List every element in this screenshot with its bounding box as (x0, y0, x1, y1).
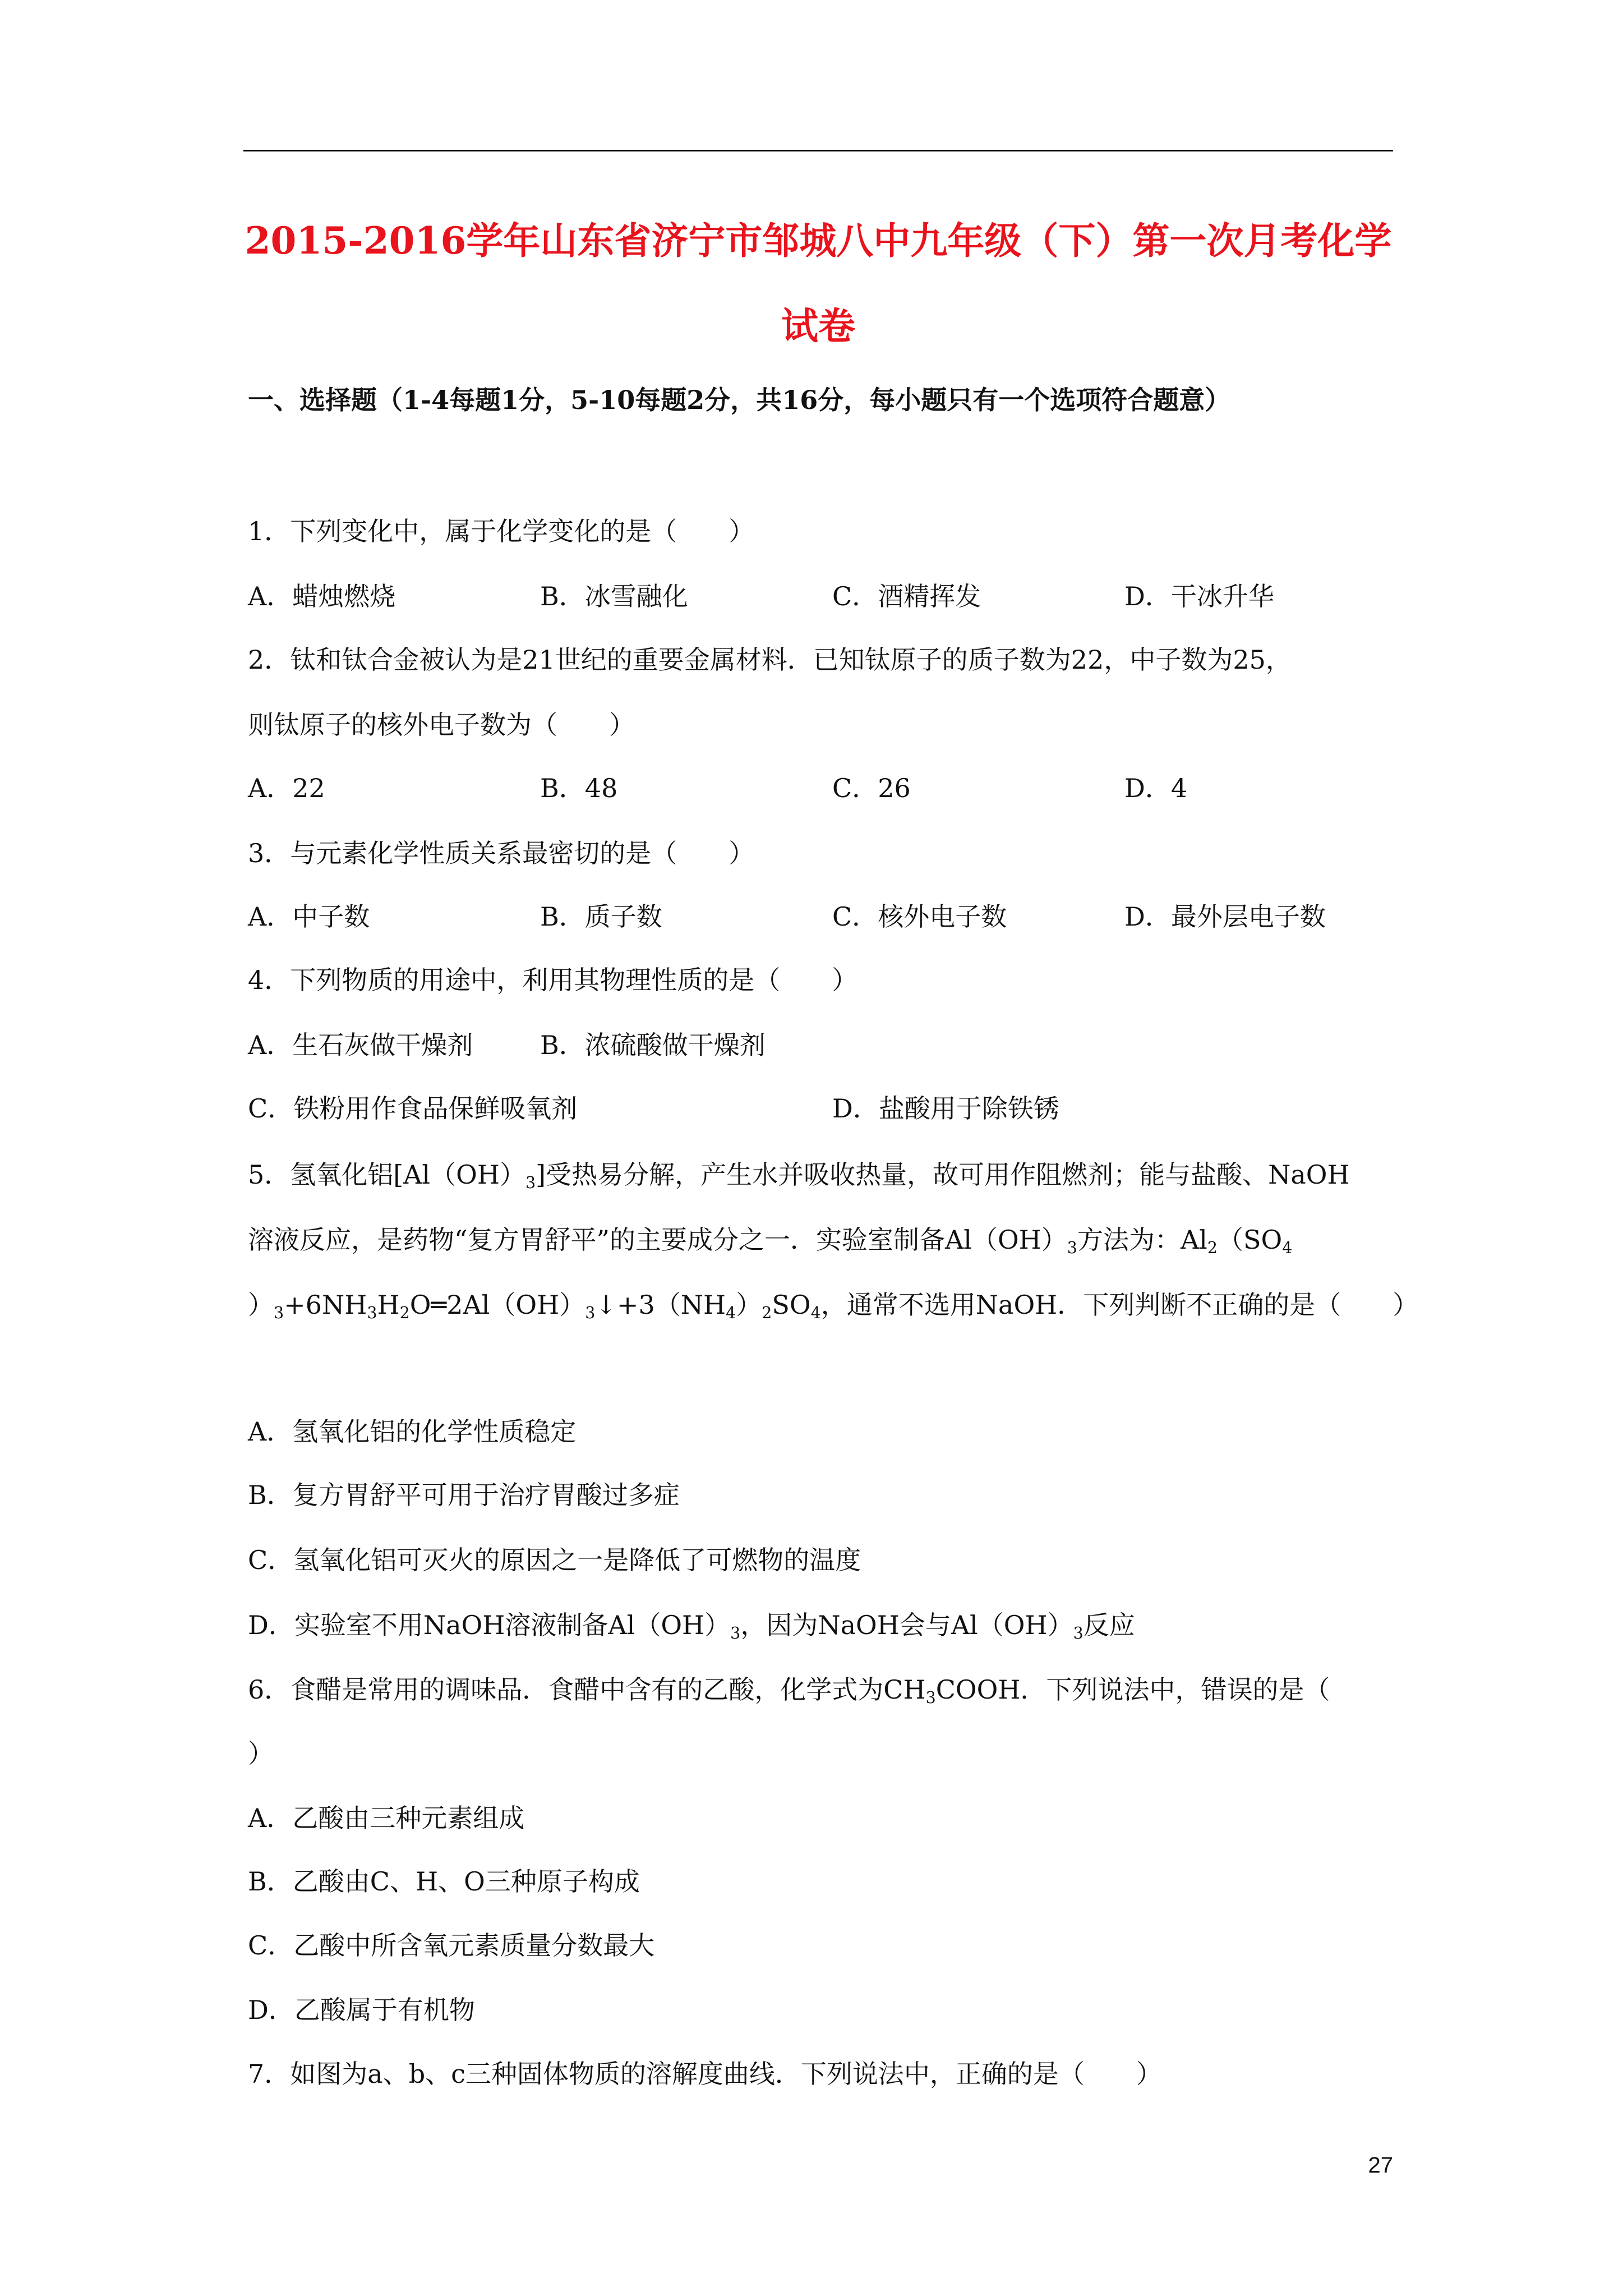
q5-text: ]受热易分解，产生水并吸收热量，故可用作阻燃剂；能与盐酸、NaOH (536, 1159, 1350, 1190)
q5-subscript: 4 (726, 1303, 736, 1322)
q5-text: ，通常不选用NaOH．下列判断不正确的是（ ） (820, 1290, 1419, 1320)
q3-stem: 3．与元素化学性质关系最密切的是（ ） (248, 838, 755, 868)
q5-subscript: 3 (1067, 1238, 1077, 1257)
q6-text: COOH．下列说法中，错误的是（ (935, 1674, 1330, 1705)
q6-text: 6．食醋是常用的调味品．食醋中含有的乙酸，化学式为CH (248, 1674, 926, 1705)
q2-option-b: B．48 (540, 773, 618, 803)
q6-option-b: B．乙酸由C、H、O三种原子构成 (248, 1866, 640, 1897)
q2-option-c: C．26 (832, 773, 911, 803)
q5-text: O═2Al（OH） (409, 1290, 585, 1320)
q2-option-d: D．4 (1124, 773, 1188, 803)
q5-subscript: 3 (1073, 1623, 1083, 1642)
q5-stem-line2 (248, 1225, 1293, 1257)
q5-option-c: C．氢氧化铝可灭火的原因之一是降低了可燃物的温度 (248, 1545, 861, 1575)
q4-option-c: C．铁粉用作食品保鲜吸氧剂 (248, 1093, 578, 1124)
q6-option-c: C．乙酸中所含氧元素质量分数最大 (248, 1930, 655, 1961)
q5-subscript: 3 (367, 1303, 377, 1322)
q5-subscript: 4 (1282, 1238, 1293, 1257)
q5-subscript: 3 (525, 1173, 536, 1192)
q6-subscript: 3 (925, 1688, 936, 1707)
q5-text: 反应 (1083, 1610, 1135, 1640)
q5-stem-line3 (248, 1290, 1419, 1322)
q2-option-a: A．22 (248, 773, 325, 803)
q5-subscript: 2 (399, 1303, 410, 1322)
exam-title-line2: 试卷 (781, 304, 855, 348)
q5-text: H (377, 1290, 400, 1320)
q3-option-b: B．质子数 (540, 901, 662, 932)
q4-option-b: B．浓硫酸做干燥剂 (540, 1030, 766, 1060)
q4-option-a: A．生石灰做干燥剂 (248, 1030, 473, 1060)
q5-text: 方法为：Al (1077, 1225, 1207, 1255)
q5-text: 5．氢氧化铝[Al（OH） (248, 1159, 525, 1190)
q5-subscript: 2 (1207, 1238, 1218, 1257)
q5-text: SO (772, 1290, 811, 1320)
q5-text: ） (248, 1290, 274, 1320)
q5-subscript: 3 (730, 1623, 741, 1642)
q6-option-a: A．乙酸由三种元素组成 (248, 1803, 525, 1833)
q3-option-d: D．最外层电子数 (1124, 901, 1326, 932)
q5-text: ，因为NaOH会与Al（OH） (740, 1610, 1073, 1640)
q5-text: （SO (1218, 1225, 1283, 1255)
q6-stem-line1 (248, 1674, 1330, 1707)
q5-subscript: 4 (810, 1303, 821, 1322)
q1-option-c: C．酒精挥发 (832, 581, 981, 611)
q5-text: D．实验室不用NaOH溶液制备Al（OH） (248, 1610, 731, 1640)
page-number: 27 (1368, 2153, 1393, 2178)
header-rule (243, 150, 1393, 151)
q5-option-b: B．复方胃舒平可用于治疗胃酸过多症 (248, 1480, 680, 1510)
q1-option-b: B．冰雪融化 (540, 581, 688, 611)
q1-option-d: D．干冰升华 (1124, 581, 1274, 611)
q5-text: ） (736, 1290, 762, 1320)
q3-option-a: A．中子数 (248, 901, 370, 932)
q5-text: 溶液反应，是药物“复方胃舒平”的主要成分之一．实验室制备Al（OH） (248, 1225, 1067, 1255)
q5-option-d (248, 1610, 1135, 1642)
q5-subscript: 3 (274, 1303, 284, 1322)
q3-option-c: C．核外电子数 (832, 901, 1007, 932)
q6-option-d: D．乙酸属于有机物 (248, 1995, 475, 2025)
q4-stem: 4．下列物质的用途中，利用其物理性质的是（ ） (248, 965, 858, 995)
exam-title-line1: 2015-2016学年山东省济宁市邹城八中九年级（下）第一次月考化学 (245, 219, 1392, 263)
q1-option-a: A．蜡烛燃烧 (248, 581, 396, 611)
q5-subscript: 2 (762, 1303, 772, 1322)
q7-stem: 7．如图为a、b、c三种固体物质的溶解度曲线．下列说法中，正确的是（ ） (248, 2059, 1162, 2089)
q2-stem-line2: 则钛原子的核外电子数为（ ） (248, 710, 635, 740)
q5-option-a: A．氢氧化铝的化学性质稳定 (248, 1416, 577, 1447)
q5-text: +6NH (284, 1290, 367, 1320)
q5-subscript: 3 (585, 1303, 596, 1322)
q6-stem-line2: ） (248, 1738, 274, 1769)
q5-stem-line1 (248, 1159, 1350, 1192)
q2-stem-line1: 2．钛和钛合金被认为是21世纪的重要金属材料．已知钛原子的质子数为22，中子数为25， (248, 645, 1292, 675)
q5-text: ↓+3（NH (595, 1290, 726, 1320)
q1-stem: 1．下列变化中，属于化学变化的是（ ） (248, 516, 755, 546)
q4-option-d: D．盐酸用于除铁锈 (832, 1093, 1059, 1124)
section-heading: 一、选择题（1-4每题1分，5-10每题2分，共16分，每小题只有一个选项符合题意） (248, 385, 1231, 415)
